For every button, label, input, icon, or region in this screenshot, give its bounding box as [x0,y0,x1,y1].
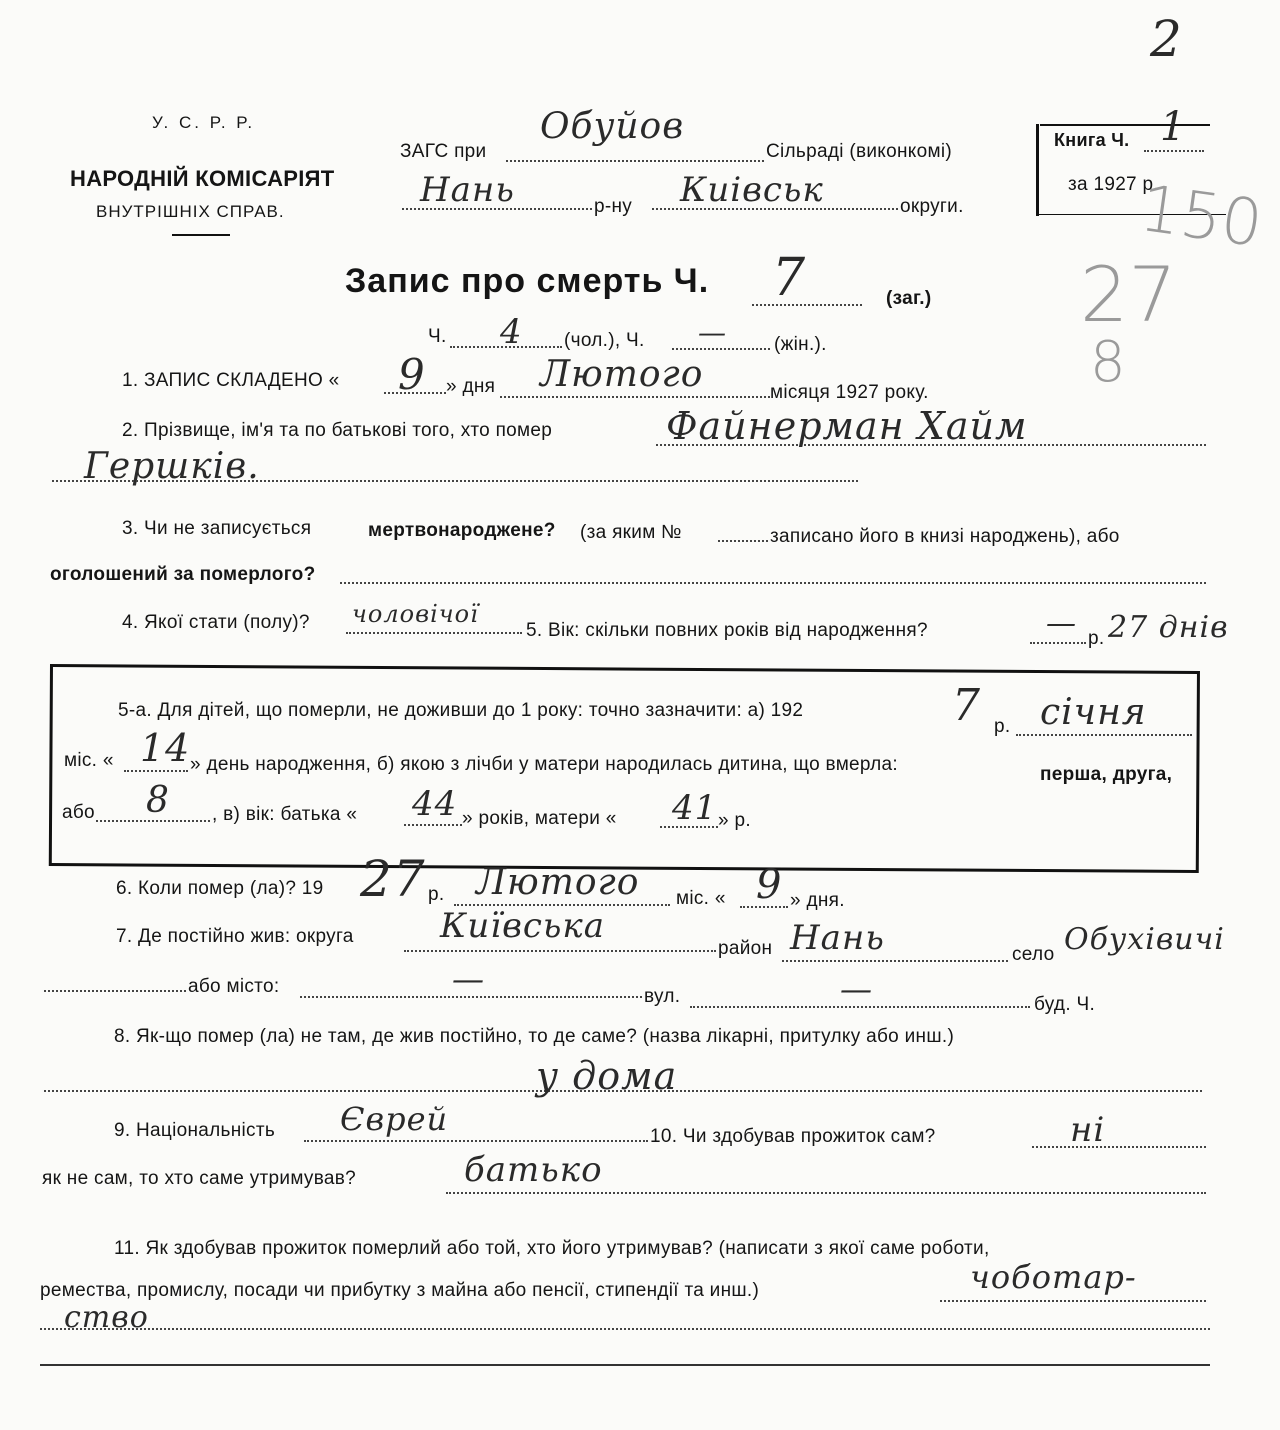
f5a-month: січня [1040,692,1147,733]
f5-years-line [1030,642,1086,644]
district-value: Нань [420,170,515,210]
f1-day: 9 [398,350,426,399]
f7-okruha: Київська [440,906,606,946]
female-num: — [698,316,727,349]
form-title: Запис про смерть Ч. [345,262,710,300]
book-number-line [1144,150,1204,152]
f5-days: 27 днів [1108,610,1229,645]
f6-end: » дня. [790,890,845,911]
f3-declared-dead: оголошений за померлого? [50,564,316,585]
f8-label: 8. Як-що помер (ла) не там, де жив постійно, то де саме? (назва лікарні, притулку або инш.) [114,1026,955,1047]
f5a-month-line [1016,734,1192,736]
f5a-line1: 5-а. Для дітей, що померли, не доживши до 1 року: точно зазначити: а) 192 [118,700,804,721]
f5-r: р. [1088,628,1105,649]
f6-mis: міс. « [676,888,726,909]
f5a-day: 14 [140,726,191,770]
sub-ch-label: Ч. [428,326,447,347]
f7-bud-label: буд. Ч. [1034,994,1096,1015]
f4-value: чоловічої [352,600,479,628]
okruha-value: Киівськ [680,170,824,210]
page-number: 2 [1150,10,1183,68]
f5-years: — [1046,606,1077,641]
f6-day: 9 [756,862,783,908]
f2-name: Файнерман Хайм [666,404,1028,448]
f7-selo: Обухівичі [1064,922,1225,957]
f5-label: 5. Вік: скільки повних років від народження? [526,620,928,641]
f7-misto-label: або місто: [188,976,280,997]
record-number-line [752,304,862,306]
f1-suffix: місяця 1927 року. [770,382,929,403]
f5a-line2: » день народження, б) якою з лічби у матери народилась дитина, що вмерла: [190,754,898,775]
f11-value2: ство [64,1300,149,1335]
f4-label: 4. Якої стати (полу)? [122,612,310,633]
f1-month: Лютого [540,354,704,395]
f9-label: 9. Національність [114,1120,276,1141]
book-number: 1 [1160,104,1187,150]
f7-rayon-line [782,960,1008,962]
f9-value: Єврей [340,1100,449,1138]
f7-rayon: Нань [790,918,885,958]
f10-label: 10. Чи здобував прожиток сам? [650,1126,936,1147]
f3-line [340,582,1206,584]
book-box-left [1036,124,1039,216]
header-commissariat: НАРОДНІЙ КОМІСАРІЯТ [70,166,335,191]
f5a-mis: міс. « [64,750,114,771]
header-ussr: У. С. Р. Р. [152,113,256,132]
f10-value: ні [1070,1110,1106,1150]
f3-number-label: (за яким № [580,522,682,543]
header-divider [172,234,230,236]
f7-okruha-line [404,950,716,952]
f5a-year: 7 [952,680,981,731]
f10b-value: батько [464,1150,603,1190]
pencil-mark-middle: 27 [1080,250,1177,339]
f3-number-line [718,540,768,542]
f7-vul: — [840,970,873,1008]
okruha-label: округи. [900,196,964,217]
f1-month-line [500,396,770,398]
f7-rayon-label: район [718,938,773,959]
title-suffix: (заг.) [886,288,932,309]
f2-patronymic: Гершків. [84,446,260,487]
f7-misto: — [452,960,485,998]
f11-line1: 11. Як здобував прожиток померлий або той, хто його утримував? (написати з якої саме роботи, [114,1238,990,1259]
f5a-day-line [124,770,188,772]
f5a-r: р. [994,716,1011,737]
f11-value1: чоботар- [970,1258,1137,1296]
f10b-line [446,1192,1206,1194]
f5a-first-second: перша, друга, [1040,764,1173,785]
f6-month: Лютого [476,862,640,903]
f5a-father-line [404,824,462,826]
pencil-mark-bottom: 8 [1090,330,1126,395]
male-num: 4 [500,312,523,352]
f5a-order: 8 [146,780,170,821]
record-number: 7 [772,248,807,308]
f7-vul-label: вул. [644,986,681,1007]
male-label: (чол.), Ч. [564,330,645,351]
district-label: р-ну [594,196,633,217]
f11-line-c [40,1364,1210,1366]
f3-registered: записано його в книзі народжень), або [770,526,1120,547]
f10-line [1032,1146,1206,1148]
f3-label: 3. Чи не записується [122,518,312,539]
zags-village-line [506,160,764,162]
book-year: за 1927 р. [1068,174,1159,195]
f11-line2: ремества, промислу, посади чи прибутку з майна або пенсії, стипендії та инш.) [40,1280,760,1301]
header-internal-affairs: ВНУТРІШНІХ СПРАВ. [96,202,285,221]
f5a-mother-label: » років, матери « [462,808,617,829]
female-label: (жін.). [774,334,827,355]
zags-council-label: Сільраді (виконкомі) [766,141,952,162]
f5a-r-end: » р. [718,810,751,831]
f3-stillborn: мертвонароджене? [368,520,556,541]
book-label: Книга Ч. [1054,130,1130,150]
f5a-mother-age: 41 [672,788,718,828]
f6-label: 6. Коли помер (ла)? 19 [116,878,324,899]
f2-line2 [52,480,858,482]
f6-year: 27 [360,850,426,908]
f11-line-b [40,1328,1210,1330]
f7-label: 7. Де постійно жив: округа [116,926,354,947]
f7-misto-line-left [44,990,186,992]
f11-line-a [940,1300,1206,1302]
f4-line [346,632,522,634]
pencil-mark-top: 150 [1135,171,1267,263]
f5a-abo: або [62,802,95,823]
f5a-father-label: , в) вік: батька « [212,804,358,825]
f1-mid: » дня [446,376,496,397]
f8-value: у дома [536,1054,678,1098]
f9-line [304,1140,648,1142]
zags-village-value: Обуйов [540,106,685,147]
f6-r: р. [428,884,445,905]
f10b-label: як не сам, то хто саме утримував? [42,1168,357,1189]
f5a-father-age: 44 [412,784,458,824]
f7-selo-label: село [1012,944,1055,965]
f1-label: 1. ЗАПИС СКЛАДЕНО « [122,370,340,391]
zags-label: ЗАГС при [400,141,487,162]
f2-label: 2. Прізвище, ім'я та по батькові того, хто помер [122,420,553,441]
